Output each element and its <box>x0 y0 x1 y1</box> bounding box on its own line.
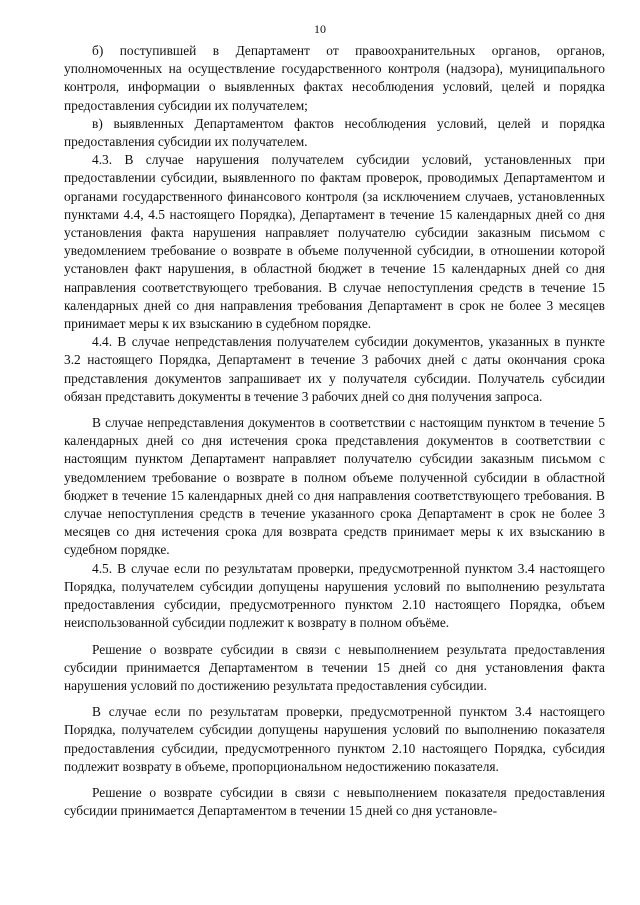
paragraph-indicator-violation: В случае если по результатам проверки, предусмотренной пунктом 3.4 настоящего Порядка, получателем субсидии допущены нарушения условий по выполнению показателя предоставления субсидии, предусмотренного пунктом 2.10 настоящего Порядка, субсидия подлежит возврату в объеме, пропорциональном недостижению показателя. <box>64 704 605 774</box>
document-body <box>64 42 605 820</box>
paragraph-non-submission: В случае непредставления документов в соответствии с настоящим пунктом в течение 5 календарных дней со дня истечения срока представления документов в соответствии с настоящим пунктом Департамент направляет получателю субсидии заказным письмом с уведомлением требование о возврате в полном объеме полученной субсидии в областной бюджет в течение 15 календарных дней со дня направления соответствующего требования. В случае непоступления средств в течение указанного срока Департамент в срок не более 3 месяцев со дня истечения срока для возврата средств принимает меры к их взысканию в судебном порядке. <box>64 415 605 558</box>
paragraph-b: б) поступившей в Департамент от правоохранительных органов, органов, уполномоченных на осуществление государственного контроля (надзора), муниципального контроля, информации о выявленных фактах несоблюдения условий, целей и порядка предоставления субсидии их получателем; <box>64 43 605 113</box>
paragraph-4-4: 4.4. В случае непредставления получателем субсидии документов, указанных в пункте 3.2 настоящего Порядка, Департамент в течение 3 рабочих дней с даты окончания срока представления документов запрашивает их у получателя субсидии. Получатель субсидии обязан представить документы в течение 3 рабочих дней со дня получения запроса. <box>64 334 605 404</box>
paragraph-4-3: 4.3. В случае нарушения получателем субсидии условий, установленных при предоставлении субсидии, выявленного по фактам проверок, проводимых Департаментом и органами государственного финансового контроля (за исключением случаев, установленных пунктами 4.4, 4.5 настоящего Порядка), Департамент в течение 15 календарных дней со дня установления факта нарушения направляет получателю субсидии заказным письмом с уведомлением требование о возврате в объеме полученной субсидии, в отношении которой установлен факт нарушения, в областной бюджет в течение 15 календарных дней со дня направления соответствующего требования. В случае непоступления средств в течение 15 календарных дней со дня направления требования Департамент в срок не более 3 месяцев принимает меры к их взысканию в судебном порядке. <box>64 152 605 332</box>
paragraph-indicator-return-decision: Решение о возврате субсидии в связи с невыполнением показателя предоставления субсидии принимается Департаментом в течении 15 дней со дня установле- <box>64 784 605 819</box>
paragraph-4-5: 4.5. В случае если по результатам проверки, предусмотренной пунктом 3.4 настоящего Порядка, получателем субсидии допущены нарушения условий по выполнению результата предоставления субсидии, предусмотренного пунктом 2.10 настоящего Порядка, объем неиспользованной субсидии подлежит к возврату в полном объёме. <box>64 560 605 631</box>
paragraph-v: в) выявленных Департаментом фактов несоблюдения условий, целей и порядка предоставления субсидии их получателем. <box>64 115 605 150</box>
page-number: 10 <box>314 22 326 36</box>
paragraph-result-return-decision: Решение о возврате субсидии в связи с невыполнением результата предоставления субсидии принимается Департаментом в течении 15 дней со дня установления факта нарушения условий по достижению результата предоставления субсидии. <box>64 641 605 693</box>
